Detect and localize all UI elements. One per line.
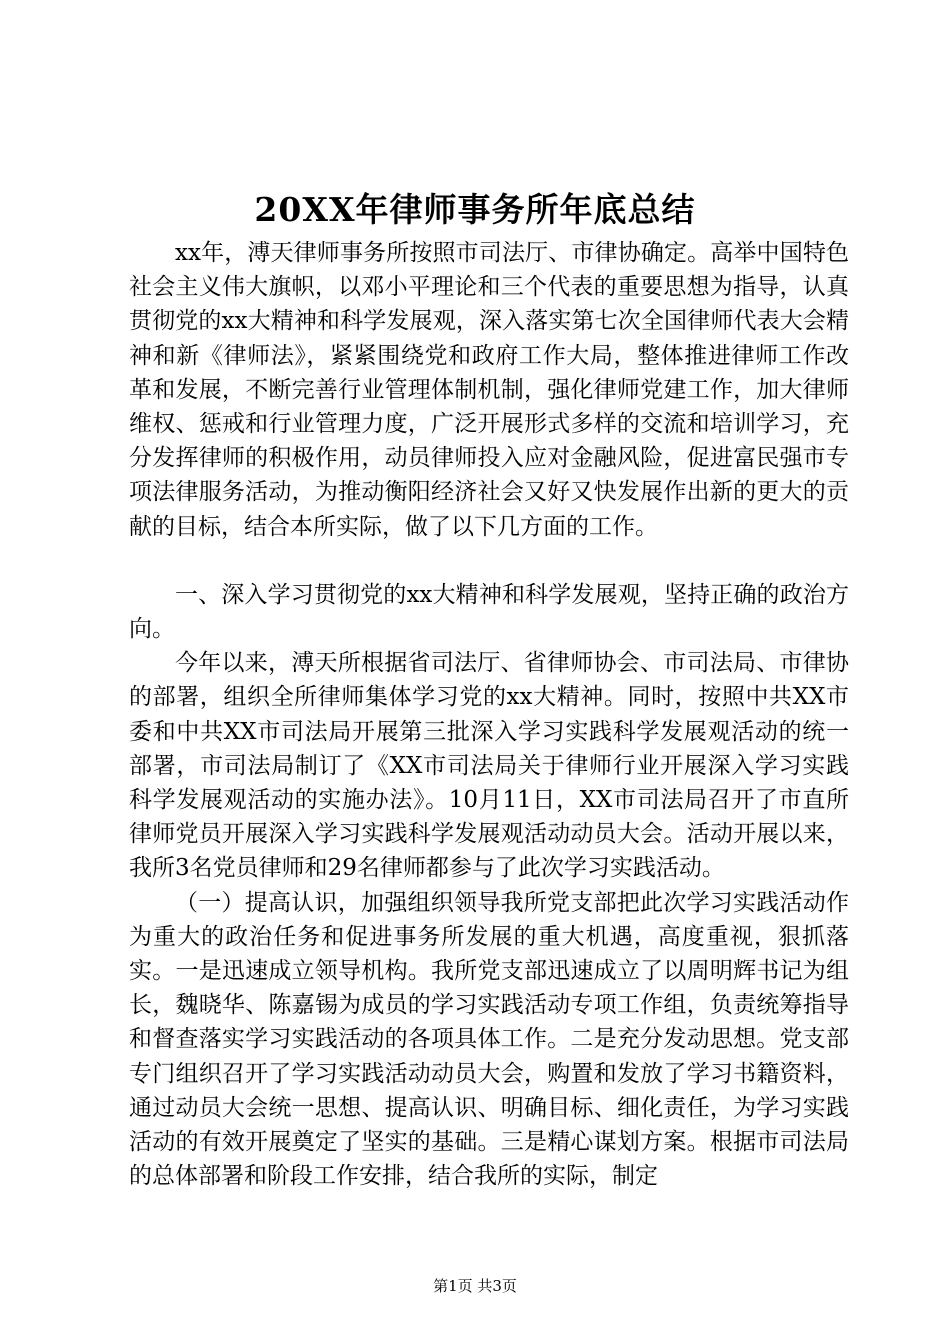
- page-footer: 第1页 共3页: [433, 1277, 517, 1295]
- paragraph-intro: xx年，溥天律师事务所按照市司法厅、市律协确定。高举中国特色社会主义伟大旗帜，以邓小平理论和三个代表的重要思想为指导，认真贯彻党的xx大精神和科学发展观，深入落实第七次全国律师代表大会精神和新《律师法》，紧紧围绕党和政府工作大局，整体推进律师工作改革和发展，不断完善行业管理体制机制，强化律师党建工作，加大律师维权、惩戒和行业管理力度，广泛开展形式多样的交流和培训学习，充分发挥律师的积极作用，动员律师投入应对金融风险，促进富民强市专项法律服务活动，为推动衡阳经济社会又好又快发展作出新的更大的贡献的目标，结合本所实际，做了以下几方面的工作。: [129, 240, 849, 540]
- document-body: [129, 236, 849, 1193]
- section-heading-1: 一、深入学习贯彻党的xx大精神和科学发展观，坚持正确的政治方向。: [129, 581, 849, 643]
- paragraph-study: 今年以来，溥天所根据省司法厅、省律师协会、市司法局、市律协的部署，组织全所律师集体学习党的xx大精神。同时，按照中共XX市委和中共XX市司法局开展第三批深入学习实践科学发展观活动的统一部署，市司法局制订了《XX市司法局关于律师行业开展深入学习实践科学发展观活动的实施办法》。10月11日，XX市司法局召开了市直所律师党员开展深入学习实践科学发展观活动动员大会。活动开展以来，我所3名党员律师和29名律师都参与了此次学习实践活动。: [129, 650, 849, 882]
- paragraph-subsection-1: （一）提高认识，加强组织领导我所党支部把此次学习实践活动作为重大的政治任务和促进事务所发展的重大机遇，高度重视，狠抓落实。一是迅速成立领导机构。我所党支部迅速成立了以周明辉书记为组长，魏晓华、陈嘉锡为成员的学习实践活动专项工作组，负责统筹指导和督查落实学习实践活动的各项具体工作。二是充分发动思想。党支部专门组织召开了学习实践活动动员大会，购置和发放了学习书籍资料，通过动员大会统一思想、提高认识、明确目标、细化责任，为学习实践活动的有效开展奠定了坚实的基础。三是精心谋划方案。根据市司法局的总体部署和阶段工作安排，结合我所的实际，制定: [129, 889, 849, 1190]
- document-title: 20XX年律师事务所年底总结: [254, 190, 696, 229]
